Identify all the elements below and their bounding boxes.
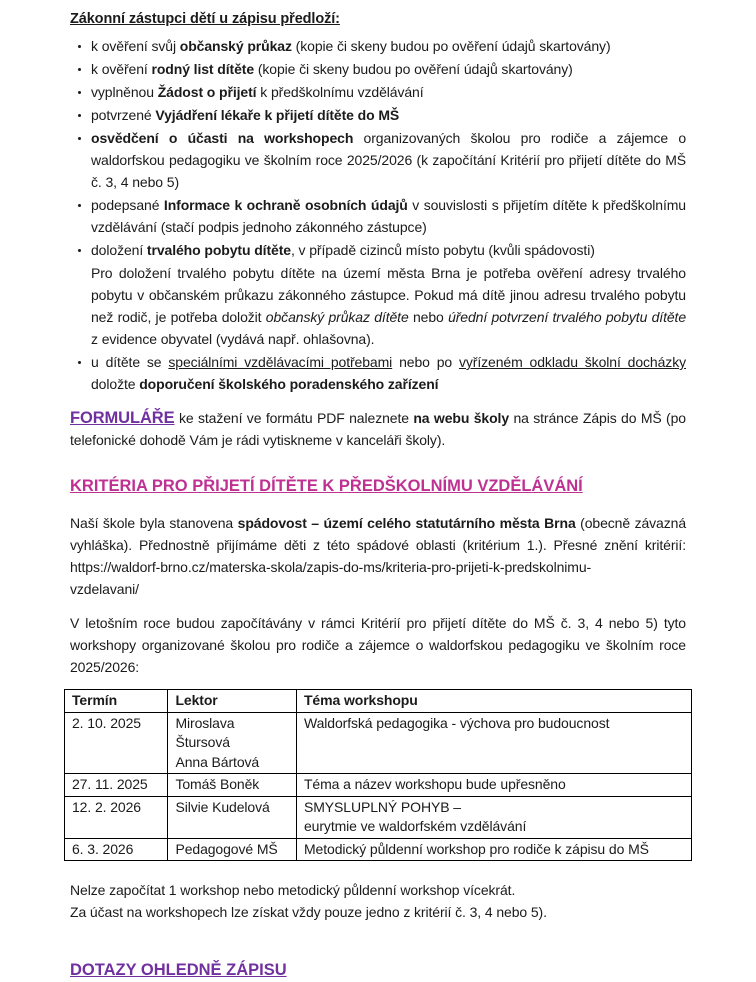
workshop-table bbox=[64, 689, 692, 861]
kriteria-heading: KRITÉRIA PRO PŘIJETÍ DÍTĚTE K PŘEDŠKOLNÍMU VZDĚLÁVÁNÍ bbox=[70, 477, 583, 495]
text-run: k předškolnímu vzdělávání bbox=[256, 84, 424, 100]
workshops-intro-paragraph bbox=[70, 612, 686, 678]
dotazy-heading: DOTAZY OHLEDNĚ ZÁPISU bbox=[70, 961, 287, 979]
text-run: Žádost o přijetí bbox=[157, 84, 257, 100]
note-criteria-single: Za účast na workshopech lze získat vždy pouze jedno z kritérií č. 3, 4 nebo 5). bbox=[70, 904, 547, 920]
text-run: potvrzené bbox=[91, 107, 156, 123]
table-row bbox=[65, 774, 692, 797]
text-run: nebo bbox=[408, 309, 449, 325]
checklist-item bbox=[70, 81, 686, 103]
checklist-item bbox=[70, 58, 686, 80]
table-row bbox=[65, 712, 692, 774]
text-run: trvalého pobytu dítěte bbox=[146, 242, 291, 258]
text-run: spádovost – území celého statutárního města Brna bbox=[237, 515, 576, 531]
checklist-item bbox=[70, 351, 686, 395]
text-run: Pro doložení trvalého pobytu dítěte na území města Brna je potřeba ověření adresy trvalého pobytu v občanském průkazu zákonného zástupce. Pokud má dítě jinou adresu trvalého pobytu než rodič, je potřeba doložit bbox=[91, 265, 686, 325]
table-header-row bbox=[65, 690, 692, 713]
checklist-subparagraph bbox=[70, 262, 686, 350]
text-run: na stránce Zápis do MŠ (po telefonické dohodě Vám je rádi vytiskneme v kanceláři školy). bbox=[70, 410, 686, 448]
url-text: https://waldorf-brno.cz/materska-skola/zapis-do-ms/kriteria-pro-prijeti-k-predskolnimu- bbox=[70, 559, 592, 575]
text-run: u dítěte se bbox=[91, 354, 169, 370]
checklist-item bbox=[70, 239, 686, 261]
text-run: úřední potvrzení trvalého pobytu dítěte bbox=[448, 309, 687, 325]
table-cell: 27. 11. 2025 bbox=[65, 774, 168, 797]
table-cell: 12. 2. 2026 bbox=[65, 796, 168, 838]
text-run: osvědčení o účasti na workshopech bbox=[91, 130, 354, 146]
workshop-table-body bbox=[65, 712, 692, 861]
text-run: vyřízeném odkladu školní docházky bbox=[458, 354, 686, 370]
text-run: (obecně závazná vyhláška). Přednostně přijímáme děti z této spádové oblasti (kritérium 1.). Přesné znění kritérií: bbox=[70, 515, 687, 553]
text-run: doložte bbox=[91, 376, 140, 392]
text-run: občanský průkaz bbox=[179, 38, 292, 54]
checklist-item bbox=[70, 35, 686, 57]
text-run: speciálními vzdělávacími potřebami bbox=[168, 354, 393, 370]
text-run: vyplněnou bbox=[91, 84, 158, 100]
text-run: z evidence obyvatel (vydává např. ohlašovna). bbox=[91, 331, 375, 347]
text-run: (kopie či skeny budou po ověření údajů skartovány) bbox=[254, 61, 573, 77]
table-row bbox=[65, 838, 692, 861]
workshop-table-head bbox=[65, 690, 692, 713]
text-run: k ověření svůj bbox=[91, 38, 180, 54]
checklist bbox=[70, 35, 686, 395]
text-run: doporučení školského poradenského zařízení bbox=[139, 376, 439, 392]
text-run: občanský průkaz dítěte bbox=[265, 309, 409, 325]
text-run: , v případě cizinců místo pobytu (kvůli spádovosti) bbox=[290, 242, 595, 258]
text-run: v souvislosti s přijetím dítěte k předškolnímu vzdělávání (stačí podpis jednoho zákonného zástupce) bbox=[91, 197, 686, 235]
spadovost-paragraph bbox=[70, 512, 686, 600]
text-run: V letošním roce budou započítávány v rámci Kritérií pro přijetí dítěte do MŠ č. 3, 4 nebo 5) tyto workshopy organizované školou pro rodiče a zájemce o waldorfskou pedagogiku ve školním roce 2025/2026: bbox=[70, 615, 686, 675]
table-cell: SMYSLUPLNÝ POHYB – eurytmie ve waldorfském vzdělávání bbox=[296, 796, 691, 838]
text-run: Naší škole byla stanovena bbox=[70, 515, 238, 531]
table-cell: 6. 3. 2026 bbox=[65, 838, 168, 861]
table-header-cell: Lektor bbox=[168, 690, 297, 713]
checklist-item bbox=[70, 127, 686, 193]
text-run: Vyjádření lékaře k přijetí dítěte do MŠ bbox=[155, 107, 400, 123]
checklist-item bbox=[70, 194, 686, 238]
table-cell: 2. 10. 2025 bbox=[65, 712, 168, 774]
formulare-keyword: FORMULÁŘE bbox=[70, 409, 175, 427]
note-workshop-count: Nelze započítat 1 workshop nebo metodický půldenní workshop vícekrát. bbox=[70, 882, 516, 898]
text-run: organizovaných školou pro rodiče a zájemce o waldorfskou pedagogiku ve školním roce 2025/2026 (k započítání Kritérií pro přijetí dítěte do MŠ č. 3, 4 nebo 5) bbox=[91, 130, 687, 190]
document-title: Zákonní zástupci dětí u zápisu předloží: bbox=[70, 11, 340, 27]
text-run: k ověření bbox=[91, 61, 152, 77]
checklist-item bbox=[70, 104, 686, 126]
table-cell: Pedagogové MŠ bbox=[168, 838, 297, 861]
text-run: (kopie či skeny budou po ověření údajů skartovány) bbox=[291, 38, 611, 54]
text-run: na webu školy bbox=[413, 410, 510, 426]
text-run: Informace k ochraně osobních údajů bbox=[163, 197, 408, 213]
text-run: rodný list dítěte bbox=[151, 61, 255, 77]
table-cell: Téma a název workshopu bude upřesněno bbox=[296, 774, 691, 797]
text-run: doložení bbox=[91, 242, 147, 258]
text-run: nebo po bbox=[392, 354, 459, 370]
table-header-cell: Termín bbox=[65, 690, 168, 713]
table-cell: Miroslava Štursová Anna Bártová bbox=[168, 712, 297, 774]
url-text: vzdelavani/ bbox=[70, 581, 139, 597]
table-header-cell: Téma workshopu bbox=[296, 690, 691, 713]
text-run: podepsané bbox=[91, 197, 164, 213]
text-run: ke stažení ve formátu PDF naleznete bbox=[174, 410, 414, 426]
table-cell: Metodický půldenní workshop pro rodiče k zápisu do MŠ bbox=[296, 838, 691, 861]
formulare-paragraph bbox=[70, 407, 686, 451]
table-row bbox=[65, 796, 692, 838]
table-cell: Tomáš Boněk bbox=[168, 774, 297, 797]
table-cell: Silvie Kudelová bbox=[168, 796, 297, 838]
table-cell: Waldorfská pedagogika - výchova pro budoucnost bbox=[296, 712, 691, 774]
